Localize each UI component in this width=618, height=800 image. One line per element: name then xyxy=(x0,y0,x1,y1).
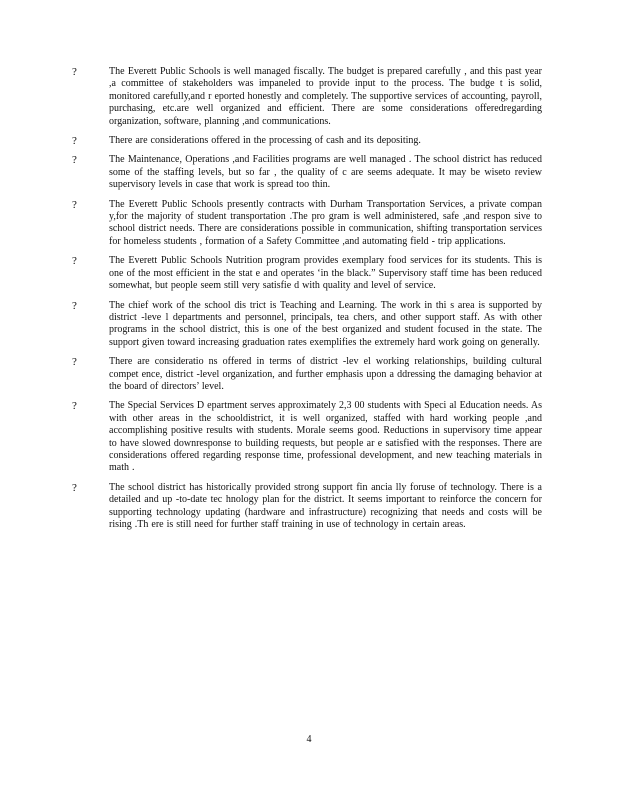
paragraph-technology: The school district has historically provided strong support fin ancia lly foruse of technology. There is a detailed and up -to-date tec hnology plan for the district. It seems important to reinforce the concern for supporting technology updating (hardware and infrastructure) recognizing that needs and costs will be rising .Th ere is still need for further staff training in use of technology in certain areas. xyxy=(109,481,542,530)
bullet-marker: ? xyxy=(72,481,77,494)
paragraph-relationships: There are consideratio ns offered in terms of district -lev el working relationships, building cultural compet ence, district -level organization, and further emphasis upon a ddressing the damaging behavior at the board of directors’ level. xyxy=(109,356,542,392)
paragraph-transportation: The Everett Public Schools presently contracts with Durham Transportation Services, a private compan y,for the majority of student transportation .The pro gram is well administered, safe ,and respon sive to school district needs. There are considerations possible in communication, shifting transportation services for homeless students , formation of a Safety Committee ,and automating field - trip applications. xyxy=(109,198,542,247)
paragraph-teaching: The chief work of the school dis trict is Teaching and Learning. The work in thi s area is supported by district -leve l departments and personnel, principals, tea chers, and other support staff. As with other programs in the school district, this is one of the best organized and student focused in the state. The support given toward increasing graduation rates exemplifies the extremely hard work going on generally. xyxy=(109,299,542,348)
list-item-teaching xyxy=(72,300,542,350)
list-item-transportation xyxy=(72,199,542,249)
paragraph-fiscal: The Everett Public Schools is well managed fiscally. The budget is prepared carefully , and this past year ,a committee of stakeholders was impaneled to provide input to the process. The budge t is solid, monitored carefully,and r eported honestly and completely. The supportive services of accounting, payroll, purchasing, etc.are well organized and efficient. There are some considerations offeredregarding organization, software, planning ,and communications. xyxy=(109,66,542,127)
bullet-marker: ? xyxy=(72,66,77,78)
paragraph-nutrition: The Everett Public Schools Nutrition program provides exemplary food services for its students. This is one of the most efficient in the stat e and operates ‘in the black.” Supervisory staff time has been reduced somewhat, but people seem still very satisfie d with quality and level of service. xyxy=(109,255,542,292)
paragraph-maintenance: The Maintenance, Operations ,and Facilities programs are well managed . The school district has reduced some of the staffing levels, but so far , the quality of c are seems adequate. It may be wiseto review supervisory levels in case that work is spread too thin. xyxy=(109,154,542,191)
paragraph-cash: There are considerations offered in the processing of cash and its depositing. xyxy=(109,135,421,147)
bullet-marker: ? xyxy=(72,400,77,413)
list-item-fiscal xyxy=(72,66,542,128)
list-item-special-services xyxy=(72,400,542,474)
list-item-maintenance xyxy=(72,154,542,191)
bullet-marker: ? xyxy=(72,198,77,211)
bullet-marker: ? xyxy=(72,356,77,369)
findings-list xyxy=(72,66,542,538)
bullet-marker: ? xyxy=(72,299,77,312)
bullet-marker: ? xyxy=(72,135,77,148)
page-number: 4 xyxy=(306,734,312,745)
bullet-marker: ? xyxy=(72,255,77,268)
list-item-relationships xyxy=(72,356,542,393)
list-item-nutrition xyxy=(72,255,542,292)
paragraph-special-services: The Special Services D epartment serves approximately 2,3 00 students with Speci al Education needs. As with other areas in the schooldistrict, it is well organized, staffed with hard working people ,and accomplishing positive results with students. Morale seems good. Reductions in supervisory time appear to have slowed downresponse to building requests, but people ar e satisfied with the responses. There are considerations offered regarding response time, professional development, and new teaching materials in math . xyxy=(109,400,542,474)
bullet-marker: ? xyxy=(72,154,77,167)
list-item-cash xyxy=(72,135,542,147)
list-item-technology xyxy=(72,482,542,532)
